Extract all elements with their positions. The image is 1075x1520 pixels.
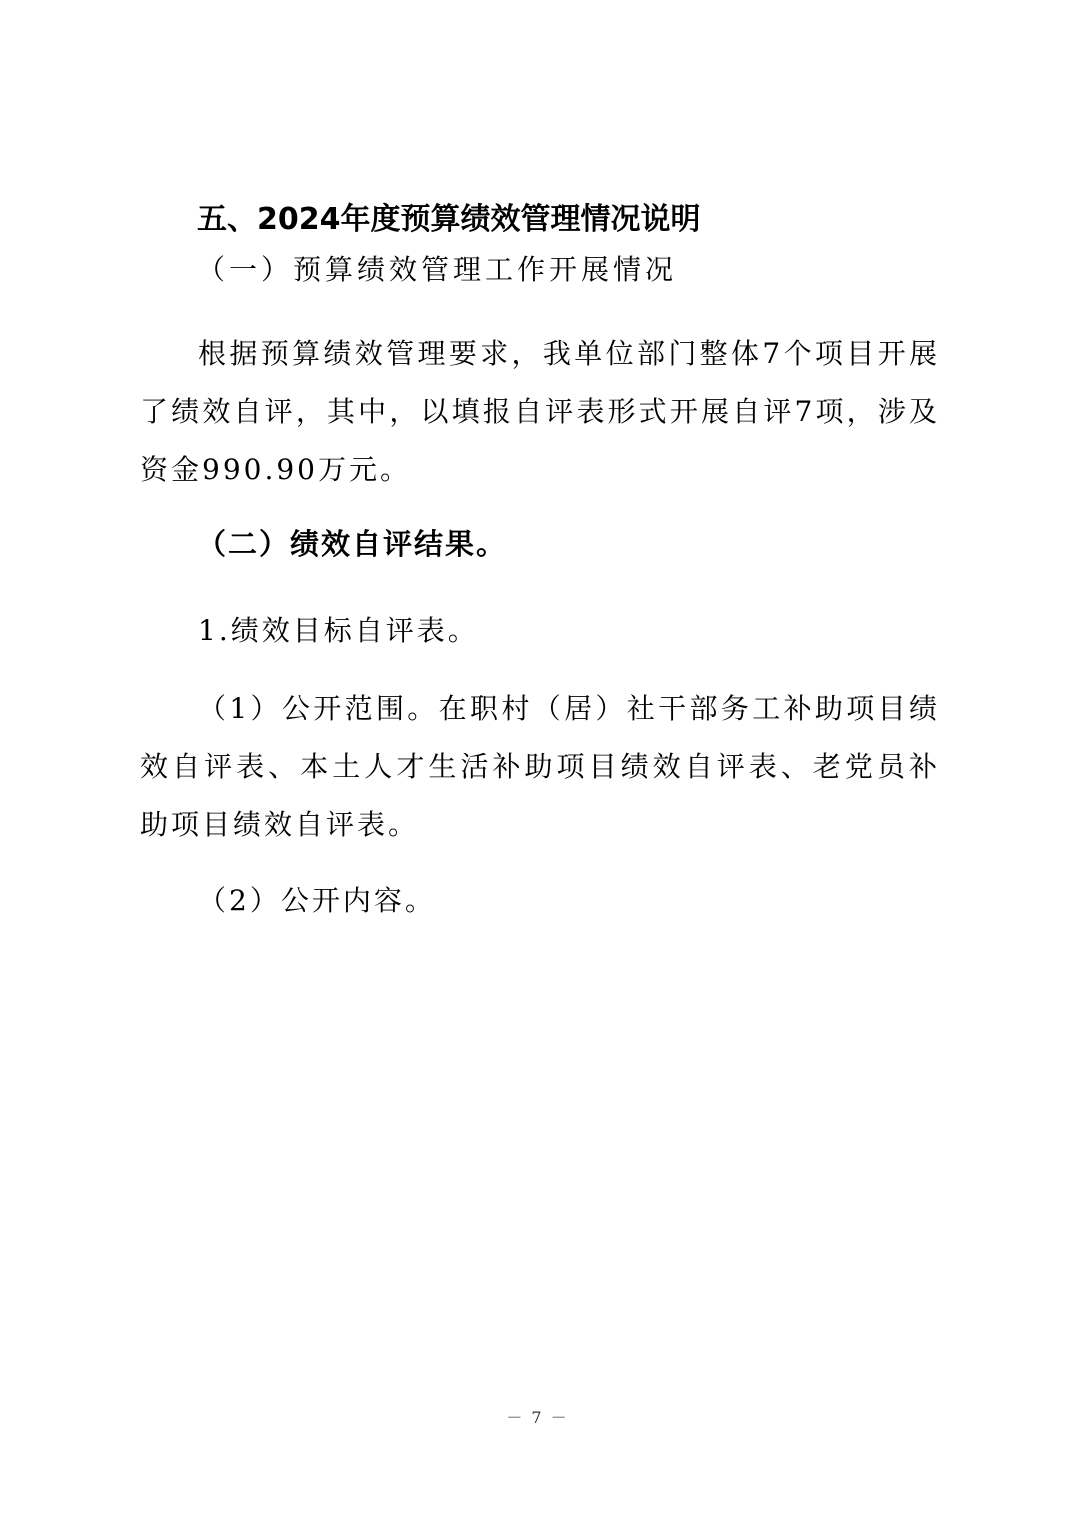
section-heading: 五、2024年度预算绩效管理情况说明	[197, 202, 701, 237]
item-disclosure-scope: （1）公开范围。在职村（居）社干部务工补助项目绩效自评表、本土人才生活补助项目绩效自评表、老党员补助项目绩效自评表。	[140, 692, 940, 841]
item-disclosure-content: （2）公开内容。	[198, 884, 436, 917]
paragraph-self-evaluation: 根据预算绩效管理要求，我单位部门整体7个项目开展了绩效自评，其中，以填报自评表形式开展自评7项，涉及资金990.90万元。	[140, 337, 940, 486]
item-performance-target-table: 1.绩效目标自评表。	[198, 614, 479, 647]
page-number: － 7 －	[506, 1408, 569, 1427]
subheading-work-status: （一）预算绩效管理工作开展情况	[197, 253, 678, 286]
subheading-self-evaluation-results: （二）绩效自评结果。	[197, 527, 508, 561]
